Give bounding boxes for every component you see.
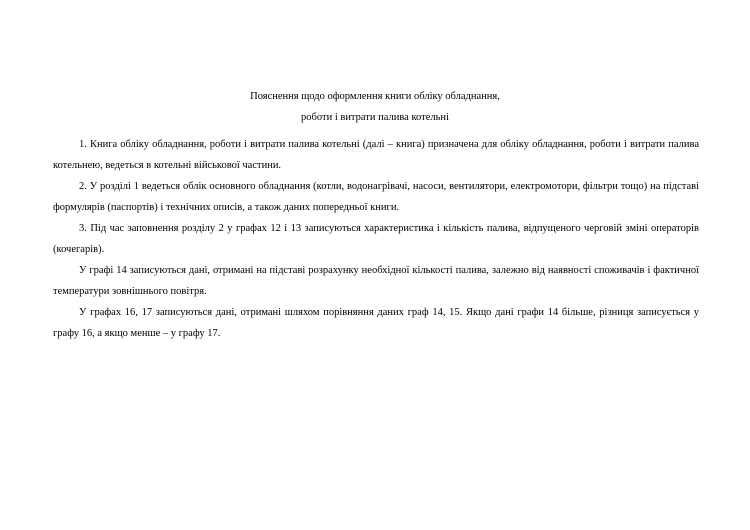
paragraph-3: 3. Під час заповнення розділу 2 у графах 12 і 13 записуються характеристика і кількість палива, відпущеного черговій зміні операторів (кочегарів). (53, 223, 699, 255)
document-title-line-1: Пояснення щодо оформлення книги обліку обладнання, (250, 91, 500, 102)
document-body (53, 134, 699, 344)
paragraph-1: 1. Книга обліку обладнання, роботи і витрати палива котельні (далі – книга) призначена для обліку обладнання, роботи і витрати палива котельнею, ведеться в котельні військової частини. (53, 139, 699, 171)
paragraph-2: 2. У розділі 1 ведеться облік основного обладнання (котли, водонагрівачі, насоси, вентилятори, електромотори, фільтри тощо) на підставі формулярів (паспортів) і технічних описів, а також даних попередньої книги. (53, 181, 699, 213)
document-title-line-2: роботи і витрати палива котельні (301, 112, 449, 123)
paragraph-4: У графі 14 записуються дані, отримані на підставі розрахунку необхідної кількості палива, залежно від наявності споживачів і фактичної температури зовнішнього повітря. (53, 265, 699, 297)
paragraph-5: У графах 16, 17 записуються дані, отримані шляхом порівняння даних граф 14, 15. Якщо дані графи 14 більше, різниця записується у графу 16, а якщо менше – у графу 17. (53, 307, 699, 339)
